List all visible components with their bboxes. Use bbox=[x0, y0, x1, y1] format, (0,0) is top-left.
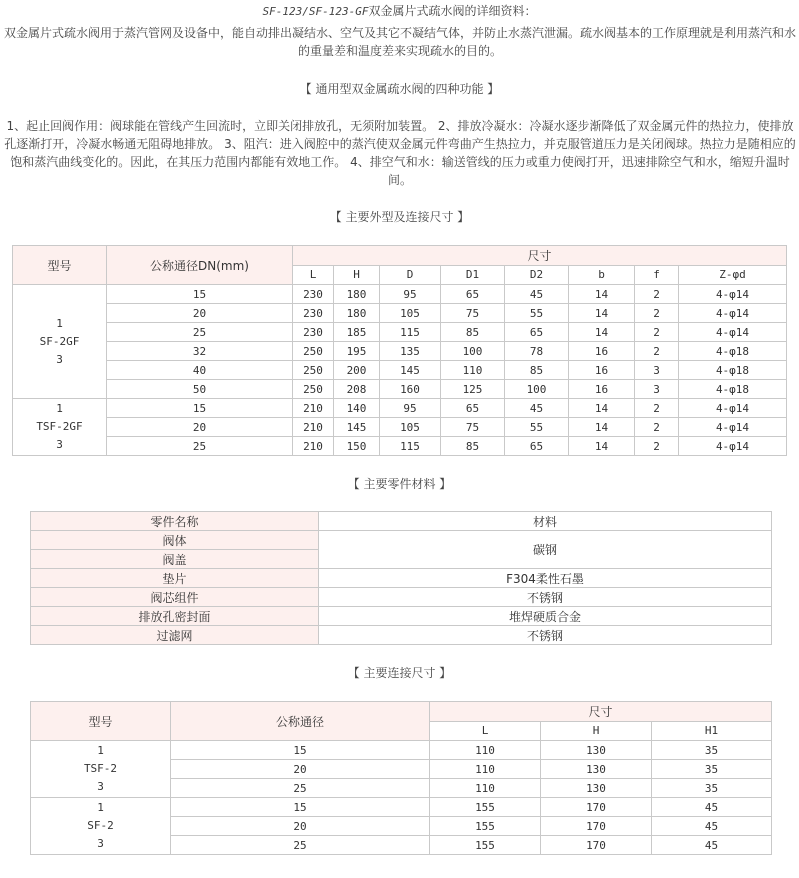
size-cell: 16 bbox=[569, 380, 635, 399]
model-line: 3 bbox=[97, 780, 104, 793]
size-cell: 14 bbox=[569, 399, 635, 418]
dims-heading: 【 主要外型及连接尺寸 】 bbox=[329, 210, 470, 224]
size-cell: 130 bbox=[541, 779, 652, 798]
size-cell: 210 bbox=[293, 418, 334, 437]
size-cell: 85 bbox=[505, 361, 569, 380]
size-cell: 65 bbox=[441, 399, 505, 418]
materials-table bbox=[30, 511, 772, 645]
dn-cell: 25 bbox=[107, 437, 293, 456]
table-row bbox=[13, 418, 787, 437]
size-cell: 3 bbox=[635, 380, 679, 399]
materials-heading: 【 主要零件材料 】 bbox=[347, 477, 452, 491]
size-cell: 230 bbox=[293, 285, 334, 304]
size-cell: 250 bbox=[293, 342, 334, 361]
dn-cell: 25 bbox=[171, 779, 430, 798]
size-cell: 4-φ14 bbox=[679, 304, 787, 323]
col-header-dn: 公称通径 bbox=[171, 702, 430, 741]
size-cell: 145 bbox=[334, 418, 380, 437]
table-row bbox=[13, 361, 787, 380]
dn-cell: 50 bbox=[107, 380, 293, 399]
size-cell: 65 bbox=[505, 323, 569, 342]
model-cell bbox=[31, 798, 171, 855]
part-name: 过滤网 bbox=[31, 626, 319, 645]
size-cell: 4-φ14 bbox=[679, 323, 787, 342]
size-cell: 55 bbox=[505, 418, 569, 437]
title-text: 双金属片式疏水阀的详细资料： bbox=[368, 4, 537, 18]
size-cell: 55 bbox=[505, 304, 569, 323]
size-cell: 130 bbox=[541, 741, 652, 760]
dn-cell: 40 bbox=[107, 361, 293, 380]
size-cell: 78 bbox=[505, 342, 569, 361]
size-cell: 35 bbox=[652, 779, 772, 798]
size-cell: 210 bbox=[293, 399, 334, 418]
part-name: 垫片 bbox=[31, 569, 319, 588]
functions-paragraph: 1、起止回阀作用：阀球能在管线产生回流时，立即关闭排放孔，无须附加装置。 2、排放冷凝水：冷凝水逐步渐降低了双金属元件的热拉力，使排放孔逐渐打开，冷凝水畅通无阻碍地排放。 3、阻汽：进入阀腔中的蒸汽使双金属元件弯曲产生热拉力，并克服管道压力是关闭阀球。热拉力是随相应的饱和蒸汽曲线变化的。因此，在其压力范围内都能有效地工作。 4、排空气和水：输送管线的压力或重力使阀打开，迅速排除空气和水，缩短升温时间。 bbox=[4, 119, 796, 187]
size-cell: 200 bbox=[334, 361, 380, 380]
size-cell: 170 bbox=[541, 798, 652, 817]
sub-header: H bbox=[334, 265, 380, 285]
size-cell: 170 bbox=[541, 817, 652, 836]
size-cell: 65 bbox=[505, 437, 569, 456]
col-header-size: 尺寸 bbox=[430, 702, 772, 722]
dn-cell: 32 bbox=[107, 342, 293, 361]
size-cell: 95 bbox=[380, 285, 441, 304]
model-line: TSF-2 bbox=[83, 762, 118, 775]
size-cell: 2 bbox=[635, 285, 679, 304]
model-line: 1 bbox=[97, 801, 104, 814]
material-value: 堆焊硬质合金 bbox=[319, 607, 772, 626]
dn-cell: 15 bbox=[107, 285, 293, 304]
product-code: SF-123/SF-123-GF bbox=[262, 5, 369, 18]
size-cell: 4-φ18 bbox=[679, 361, 787, 380]
sub-header: H bbox=[541, 721, 652, 741]
material-value: 碳钢 bbox=[319, 531, 772, 569]
model-line: 1 bbox=[97, 744, 104, 757]
size-cell: 208 bbox=[334, 380, 380, 399]
size-cell: 45 bbox=[505, 399, 569, 418]
dn-cell: 25 bbox=[107, 323, 293, 342]
model-line: 1 bbox=[56, 316, 63, 330]
size-cell: 170 bbox=[541, 836, 652, 855]
conn-heading: 【 主要连接尺寸 】 bbox=[347, 666, 452, 680]
size-cell: 4-φ14 bbox=[679, 399, 787, 418]
table-row bbox=[13, 285, 787, 304]
model-line: SF-2GF bbox=[39, 334, 80, 348]
size-cell: 115 bbox=[380, 323, 441, 342]
size-cell: 16 bbox=[569, 361, 635, 380]
model-cell bbox=[13, 399, 107, 456]
col-header-size: 尺寸 bbox=[293, 246, 787, 266]
size-cell: 4-φ18 bbox=[679, 342, 787, 361]
size-cell: 145 bbox=[380, 361, 441, 380]
size-cell: 2 bbox=[635, 399, 679, 418]
size-cell: 2 bbox=[635, 437, 679, 456]
size-cell: 4-φ14 bbox=[679, 418, 787, 437]
size-cell: 230 bbox=[293, 323, 334, 342]
model-line: TSF-2GF bbox=[36, 420, 83, 433]
size-cell: 115 bbox=[380, 437, 441, 456]
size-cell: 250 bbox=[293, 380, 334, 399]
col-header-model: 型号 bbox=[31, 702, 171, 741]
size-cell: 14 bbox=[569, 323, 635, 342]
size-cell: 35 bbox=[652, 741, 772, 760]
dn-cell: 25 bbox=[171, 836, 430, 855]
size-cell: 110 bbox=[430, 760, 541, 779]
size-cell: 4-φ14 bbox=[679, 285, 787, 304]
size-cell: 16 bbox=[569, 342, 635, 361]
size-cell: 2 bbox=[635, 342, 679, 361]
size-cell: 155 bbox=[430, 836, 541, 855]
dn-cell: 15 bbox=[107, 399, 293, 418]
col-header-dn: 公称通径DN(mm) bbox=[107, 246, 293, 285]
sub-header: L bbox=[293, 265, 334, 285]
dn-cell: 20 bbox=[107, 304, 293, 323]
part-name: 阀体 bbox=[31, 531, 319, 550]
table-row bbox=[13, 380, 787, 399]
dn-cell: 15 bbox=[171, 798, 430, 817]
sub-header: H1 bbox=[652, 721, 772, 741]
size-cell: 14 bbox=[569, 437, 635, 456]
size-cell: 230 bbox=[293, 304, 334, 323]
table-row bbox=[13, 437, 787, 456]
size-cell: 110 bbox=[441, 361, 505, 380]
size-cell: 45 bbox=[505, 285, 569, 304]
page-title bbox=[0, 2, 799, 19]
dimensions-table bbox=[12, 245, 787, 456]
size-cell: 75 bbox=[441, 304, 505, 323]
part-name: 阀芯组件 bbox=[31, 588, 319, 607]
table-row bbox=[31, 741, 772, 760]
model-line: 1 bbox=[56, 402, 63, 415]
size-cell: 2 bbox=[635, 418, 679, 437]
size-cell: 180 bbox=[334, 285, 380, 304]
size-cell: 14 bbox=[569, 285, 635, 304]
part-name: 阀盖 bbox=[31, 550, 319, 569]
size-cell: 2 bbox=[635, 323, 679, 342]
size-cell: 4-φ18 bbox=[679, 380, 787, 399]
model-line: SF-2 bbox=[87, 819, 114, 832]
table-row bbox=[13, 323, 787, 342]
sub-header: Z-φd bbox=[679, 265, 787, 285]
size-cell: 185 bbox=[334, 323, 380, 342]
part-name: 排放孔密封面 bbox=[31, 607, 319, 626]
table-row bbox=[13, 304, 787, 323]
size-cell: 35 bbox=[652, 760, 772, 779]
size-cell: 45 bbox=[652, 836, 772, 855]
size-cell: 2 bbox=[635, 304, 679, 323]
sub-header: L bbox=[430, 721, 541, 741]
size-cell: 155 bbox=[430, 817, 541, 836]
size-cell: 180 bbox=[334, 304, 380, 323]
size-cell: 14 bbox=[569, 304, 635, 323]
size-cell: 155 bbox=[430, 798, 541, 817]
size-cell: 160 bbox=[380, 380, 441, 399]
size-cell: 110 bbox=[430, 779, 541, 798]
size-cell: 125 bbox=[441, 380, 505, 399]
size-cell: 14 bbox=[569, 418, 635, 437]
size-cell: 105 bbox=[380, 418, 441, 437]
sub-header: b bbox=[569, 265, 635, 285]
size-cell: 250 bbox=[293, 361, 334, 380]
size-cell: 195 bbox=[334, 342, 380, 361]
size-cell: 85 bbox=[441, 323, 505, 342]
model-line: 3 bbox=[56, 352, 63, 366]
size-cell: 150 bbox=[334, 437, 380, 456]
material-value: 不锈钢 bbox=[319, 588, 772, 607]
material-value: 不锈钢 bbox=[319, 626, 772, 645]
col-header-model: 型号 bbox=[13, 246, 107, 285]
size-cell: 100 bbox=[441, 342, 505, 361]
size-cell: 45 bbox=[652, 798, 772, 817]
col-header-material: 材料 bbox=[319, 512, 772, 531]
connection-table bbox=[30, 701, 772, 855]
size-cell: 135 bbox=[380, 342, 441, 361]
size-cell: 65 bbox=[441, 285, 505, 304]
size-cell: 105 bbox=[380, 304, 441, 323]
model-cell bbox=[31, 741, 171, 798]
size-cell: 4-φ14 bbox=[679, 437, 787, 456]
intro-paragraph: 双金属片式疏水阀用于蒸汽管网及设备中，能自动排出凝结水、空气及其它不凝结气体，并防止水蒸汽泄漏。疏水阀基本的工作原理就是利用蒸汽和水的重量差和温度差来实现疏水的目的。 bbox=[4, 26, 797, 58]
size-cell: 140 bbox=[334, 399, 380, 418]
dn-cell: 15 bbox=[171, 741, 430, 760]
col-header-part: 零件名称 bbox=[31, 512, 319, 531]
size-cell: 45 bbox=[652, 817, 772, 836]
model-line: 3 bbox=[56, 438, 63, 451]
material-value: F304柔性石墨 bbox=[319, 569, 772, 588]
functions-heading: 【 通用型双金属疏水阀的四种功能 】 bbox=[299, 82, 500, 96]
size-cell: 75 bbox=[441, 418, 505, 437]
dn-cell: 20 bbox=[107, 418, 293, 437]
sub-header: f bbox=[635, 265, 679, 285]
size-cell: 130 bbox=[541, 760, 652, 779]
dn-cell: 20 bbox=[171, 817, 430, 836]
table-row bbox=[31, 798, 772, 817]
sub-header: D1 bbox=[441, 265, 505, 285]
table-row bbox=[13, 399, 787, 418]
size-cell: 95 bbox=[380, 399, 441, 418]
size-cell: 85 bbox=[441, 437, 505, 456]
model-line: 3 bbox=[97, 837, 104, 850]
dn-cell: 20 bbox=[171, 760, 430, 779]
model-cell bbox=[13, 285, 107, 399]
sub-header: D2 bbox=[505, 265, 569, 285]
size-cell: 3 bbox=[635, 361, 679, 380]
sub-header: D bbox=[380, 265, 441, 285]
table-row bbox=[13, 342, 787, 361]
size-cell: 110 bbox=[430, 741, 541, 760]
size-cell: 100 bbox=[505, 380, 569, 399]
size-cell: 210 bbox=[293, 437, 334, 456]
